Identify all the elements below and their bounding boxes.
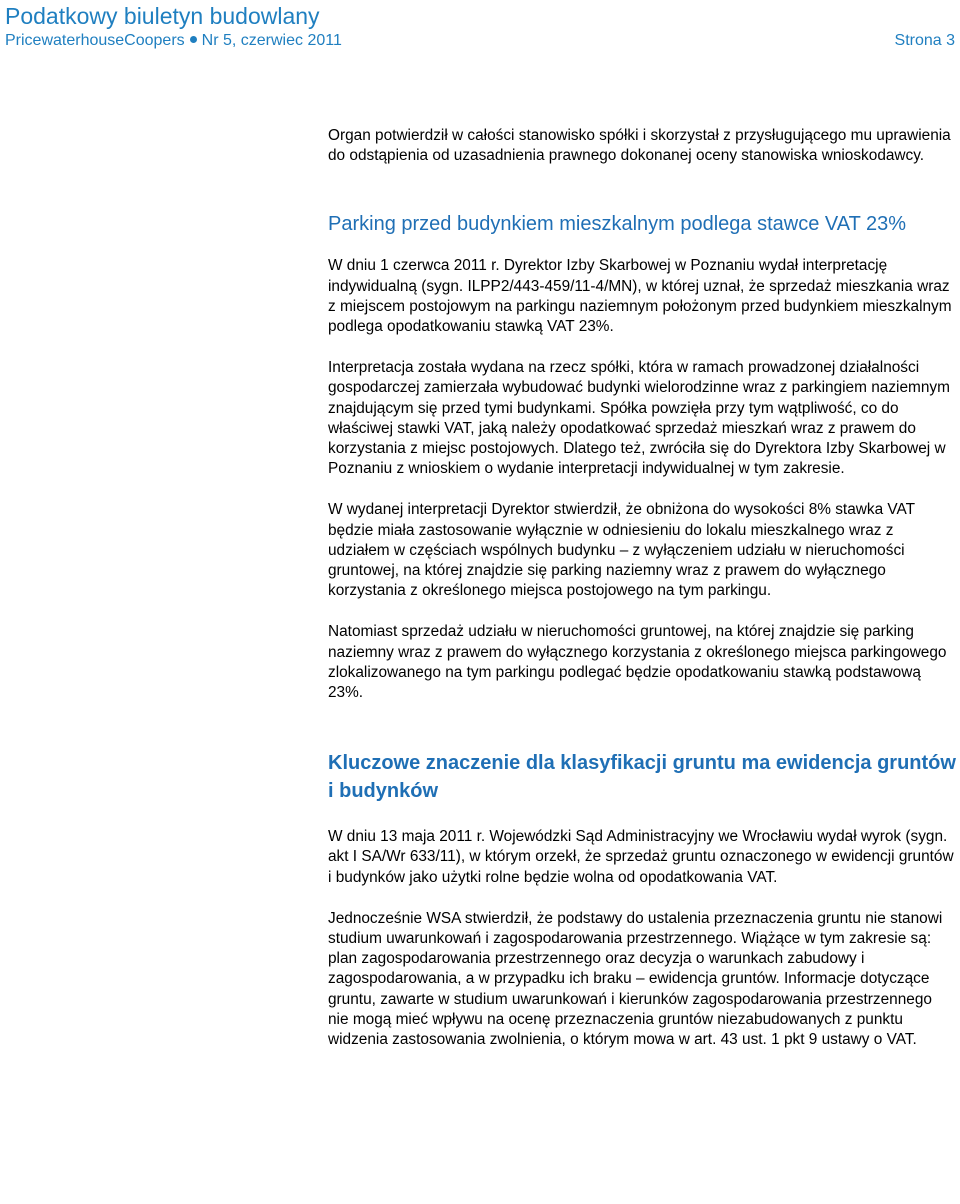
section-paragraph: Interpretacja została wydana na rzecz spółki, która w ramach prowadzonej działalności gospodarczej zamierzała wybudować budynki wielorodzinne wraz z parkingiem naziemnym znajdującym się przed tymi budynkami. Spółka powzięła przy tym wątpliwość, co do właściwej stawki VAT, jaką należy opodatkować sprzedaż mieszkań wraz z prawem do korzystania z miejsc postojowych. Dlatego też, zwróciła się do Dyrektora Izby Skarbowej w Poznaniu z wnioskiem o wydanie interpretacji indywidualnej w tym zakresie. bbox=[328, 359, 950, 478]
page-header bbox=[0, 0, 960, 58]
section-heading-land-classification: Kluczowe znaczenie dla klasyfikacji gruntu ma ewidencja gruntów i budynków bbox=[328, 752, 956, 803]
section-paragraph: Natomiast sprzedaż udziału w nieruchomości gruntowej, na której znajdzie się parking naziemny wraz z prawem do wyłącznego korzystania z określonego miejsca parkingowego zlokalizowanego na tym parkingu podlegać będzie opodatkowaniu stawką podstawową 23%. bbox=[328, 623, 947, 702]
spacer bbox=[328, 703, 956, 749]
spacer bbox=[328, 166, 956, 210]
article-body bbox=[328, 126, 956, 1050]
bullet-separator-icon bbox=[190, 36, 197, 43]
spacer bbox=[328, 805, 956, 827]
page-number: Strona 3 bbox=[894, 32, 955, 49]
spacer bbox=[328, 601, 956, 622]
spacer bbox=[328, 479, 956, 500]
spacer bbox=[328, 888, 956, 909]
spacer bbox=[328, 238, 956, 256]
section-paragraph: Jednocześnie WSA stwierdził, że podstawy do ustalenia przeznaczenia gruntu nie stanowi studium uwarunkowań i zagospodarowania przestrzennego. Wiążące w tym zakresie są: plan zagospodarowania przestrzennego oraz decyzja o warunkach zabudowy i zagospodarowania, a w przypadku ich braku – ewidencja gruntów. Informacje dotyczące gruntu, zawarte w studium uwarunkowań i kierunków zagospodarowania przestrzennego nie mogą mieć wpływu na ocenę przeznaczenia gruntów niezabudowanych z punktu widzenia zastosowania zwolnienia, o którym mowa w art. 43 ust. 1 pkt 9 ustawy o VAT. bbox=[328, 909, 943, 1049]
intro-paragraph: Organ potwierdził w całości stanowisko spółki i skorzystał z przysługującego mu uprawienia do odstąpienia od uzasadnienia prawnego dokonanej oceny stanowiska wnioskodawcy. bbox=[328, 127, 951, 165]
bulletin-meta bbox=[5, 30, 342, 52]
bulletin-title: Podatkowy biuletyn budowlany bbox=[5, 3, 320, 29]
publisher-name: PricewaterhouseCoopers bbox=[5, 32, 185, 49]
section-paragraph: W dniu 1 czerwca 2011 r. Dyrektor Izby Skarbowej w Poznaniu wydał interpretację indywidualną (sygn. ILPP2/443-459/11-4/MN), w której uznał, że sprzedaż mieszkania wraz z miejscem postojowym na parkingu naziemnym położonym przed budynkiem mieszkalnym podlega opodatkowaniu stawką VAT 23%. bbox=[328, 257, 952, 336]
spacer bbox=[328, 337, 956, 358]
section-paragraph: W wydanej interpretacji Dyrektor stwierdził, że obniżona do wysokości 8% stawka VAT będzie miała zastosowanie wyłącznie w odniesieniu do lokalu mieszkalnego wraz z udziałem w częściach wspólnych budynku – z wyłączeniem udziału w nieruchomości gruntowej, na której znajdzie się parking naziemny wraz z prawem do wyłącznego korzystania z określonego miejsca postojowego na tym parkingu. bbox=[328, 501, 915, 600]
section-heading-parking: Parking przed budynkiem mieszkalnym podlega stawce VAT 23% bbox=[328, 213, 907, 236]
section-paragraph: W dniu 13 maja 2011 r. Wojewódzki Sąd Administracyjny we Wrocławiu wydał wyrok (sygn. akt I SA/Wr 633/11), w którym orzekł, że sprzedaż gruntu oznaczonego w ewidencji gruntów i budynków jako użytki rolne będzie wolna od opodatkowania VAT. bbox=[328, 828, 954, 886]
issue-info: Nr 5, czerwiec 2011 bbox=[201, 32, 342, 49]
